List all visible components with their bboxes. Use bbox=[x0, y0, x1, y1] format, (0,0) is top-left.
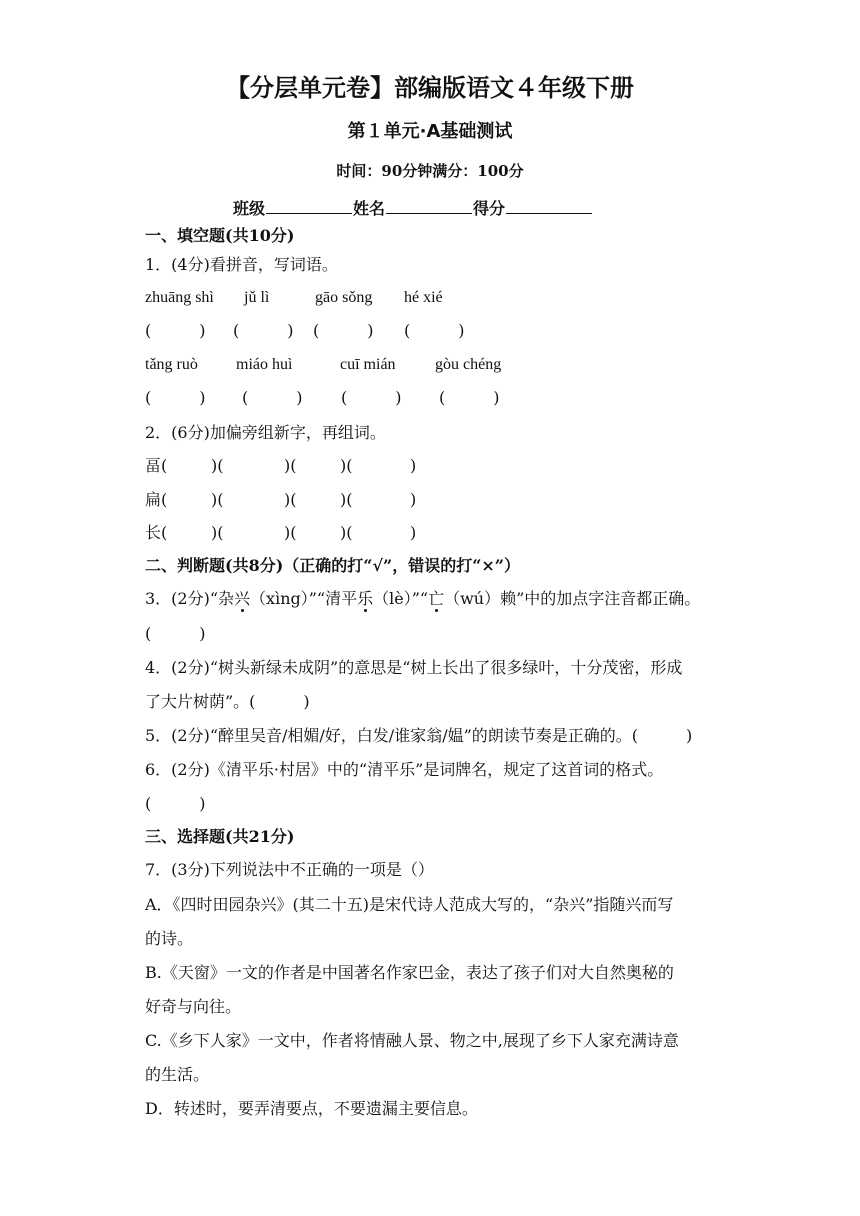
paren-group[interactable]: )( bbox=[340, 523, 353, 542]
paren-close: ) bbox=[410, 490, 417, 509]
base-char: 畐 bbox=[145, 456, 162, 475]
q2-stem: 2．(6分)加偏旁组新字，再组词。 bbox=[145, 423, 386, 442]
page-title: 【分层单元卷】部编版语文４年级下册 bbox=[226, 74, 634, 102]
dotted-char: 兴 bbox=[234, 589, 251, 608]
q3-part: （xìng）”“清平 bbox=[250, 589, 358, 608]
answer-paren[interactable]: ( ) bbox=[404, 321, 465, 340]
base-char: 扁 bbox=[145, 490, 162, 509]
paren-open: ( bbox=[161, 490, 168, 509]
q3-part: （lè）”“ bbox=[373, 589, 429, 608]
answer-paren[interactable]: ( ) bbox=[313, 321, 374, 340]
paren-group[interactable]: )( bbox=[211, 456, 224, 475]
pinyin: cuī mián bbox=[340, 356, 396, 373]
q1-answer-row-1 bbox=[145, 323, 645, 341]
dotted-char: 乐 bbox=[357, 589, 374, 608]
pinyin: miáo huì bbox=[236, 356, 293, 373]
class-label: 班级 bbox=[233, 199, 266, 218]
q6-answer-paren[interactable]: ( ) bbox=[145, 794, 206, 813]
paren-group[interactable]: )( bbox=[211, 490, 224, 509]
answer-paren[interactable]: ( ) bbox=[145, 321, 206, 340]
paren-group[interactable]: )( bbox=[340, 456, 353, 475]
q7-option-a-cont: 的诗。 bbox=[145, 929, 194, 948]
q4-line-1: 4．(2分)“树头新绿未成阴”的意思是“树上长出了很多绿叶，十分茂密，形成 bbox=[145, 658, 683, 677]
time-score-info: 时间：90分钟满分：100分 bbox=[336, 162, 524, 180]
score-label: 得分 bbox=[473, 199, 506, 218]
paren-group[interactable]: )( bbox=[284, 456, 297, 475]
q5-text: 5．(2分)“醉里吴音/相媚/好，白发/谁家翁/媪”的朗读节奏是正确的。( ) bbox=[145, 726, 693, 745]
paren-close: ) bbox=[410, 456, 417, 475]
pinyin: zhuāng shì bbox=[145, 289, 214, 306]
paren-open: ( bbox=[161, 523, 168, 542]
pinyin: hé xié bbox=[404, 289, 443, 306]
q6-line-1: 6．(2分)《清平乐·村居》中的“清平乐”是词牌名，规定了这首词的格式。 bbox=[145, 760, 664, 779]
q2-row bbox=[145, 492, 445, 510]
name-label: 姓名 bbox=[353, 199, 386, 218]
q3-answer-paren[interactable]: ( ) bbox=[145, 624, 206, 643]
q3-text bbox=[145, 591, 700, 607]
section-1-title: 一、填空题(共10分) bbox=[145, 226, 295, 245]
unit-subtitle: 第１单元·A基础测试 bbox=[347, 121, 513, 142]
base-char: 长 bbox=[145, 523, 162, 542]
q1-pinyin-row-2 bbox=[145, 357, 645, 375]
name-blank[interactable] bbox=[386, 199, 472, 214]
q7-option-a[interactable]: A．《四时田园杂兴》(其二十五)是宋代诗人范成大写的，“杂兴”指随兴而写 bbox=[145, 895, 674, 914]
answer-paren[interactable]: ( ) bbox=[439, 388, 500, 407]
q4-line-2: 了大片树荫”。( ) bbox=[145, 692, 310, 711]
q7-stem: 7．(3分)下列说法中不正确的一项是（） bbox=[145, 860, 434, 879]
paren-group[interactable]: )( bbox=[211, 523, 224, 542]
q7-option-c-cont: 的生活。 bbox=[145, 1065, 210, 1084]
dotted-char: 亡 bbox=[428, 589, 445, 608]
q2-row bbox=[145, 458, 445, 476]
pinyin: jǔ lì bbox=[244, 289, 270, 306]
paren-group[interactable]: )( bbox=[340, 490, 353, 509]
q7-option-c[interactable]: C.《乡下人家》一文中，作者将情融人景、物之中,展现了乡下人家充满诗意 bbox=[145, 1031, 679, 1050]
answer-paren[interactable]: ( ) bbox=[145, 388, 206, 407]
paren-close: ) bbox=[410, 523, 417, 542]
answer-paren[interactable]: ( ) bbox=[233, 321, 294, 340]
pinyin: gòu chéng bbox=[435, 356, 502, 373]
q1-pinyin-row-1 bbox=[145, 290, 645, 308]
paren-group[interactable]: )( bbox=[284, 523, 297, 542]
score-blank[interactable] bbox=[506, 199, 592, 214]
section-2-title: 二、判断题(共8分)（正确的打“√”，错误的打“×”） bbox=[145, 556, 521, 575]
paren-open: ( bbox=[161, 456, 168, 475]
q1-stem: 1．(4分)看拼音，写词语。 bbox=[145, 255, 338, 274]
class-blank[interactable] bbox=[266, 199, 352, 214]
answer-paren[interactable]: ( ) bbox=[242, 388, 303, 407]
section-3-title: 三、选择题(共21分) bbox=[145, 827, 295, 846]
q7-option-d[interactable]: D．转述时，要弄清要点，不要遗漏主要信息。 bbox=[145, 1099, 478, 1118]
pinyin: gāo sǒng bbox=[315, 289, 373, 306]
student-info-line bbox=[233, 199, 593, 217]
q2-row bbox=[145, 525, 445, 543]
paren-group[interactable]: )( bbox=[284, 490, 297, 509]
answer-paren[interactable]: ( ) bbox=[341, 388, 402, 407]
q3-part: （wú）赖”中的加点字注音都正确。 bbox=[444, 589, 701, 608]
q7-option-b[interactable]: B.《天窗》一文的作者是中国著名作家巴金，表达了孩子们对大自然奥秘的 bbox=[145, 963, 674, 982]
q1-answer-row-2 bbox=[145, 390, 665, 408]
pinyin: tǎng ruò bbox=[145, 356, 198, 373]
q7-option-b-cont: 好奇与向往。 bbox=[145, 997, 242, 1016]
q3-part: 3．(2分)“杂 bbox=[145, 589, 235, 608]
